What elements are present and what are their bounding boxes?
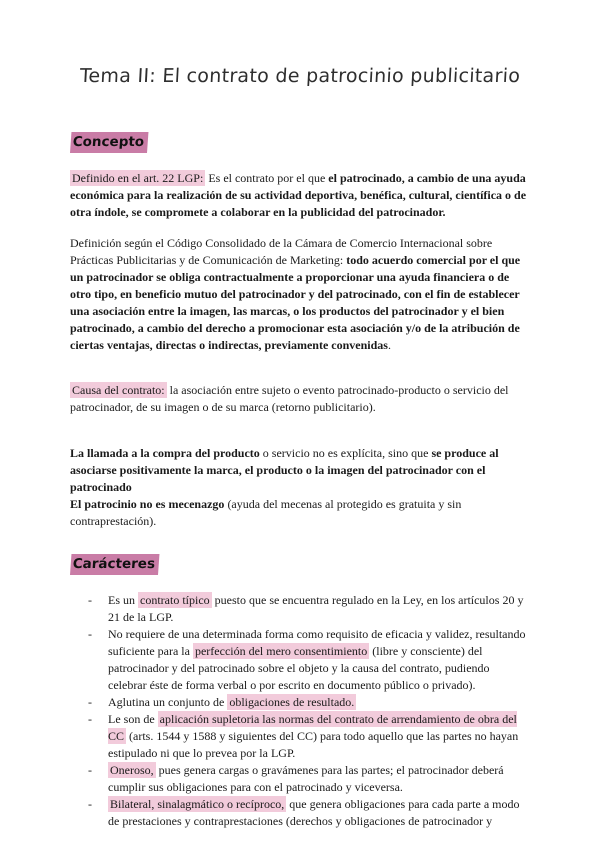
bullet-text: Es un contrato típico puesto que se encuentra regulado en la Ley, en los artículos 20 y 21 de la LGP. xyxy=(108,593,524,624)
bullet-forma-consentimiento xyxy=(70,626,530,694)
bullet-text: No requiere de una determinada forma como requisito de eficacia y validez, resultando suficiente para la perfección del mero consentimiento (libre y consciente) del patrocinador y del patrocinado sobre el objeto y la causa del contrato, pudiendo celebrar éste de forma verbal o por escrito en documento público o privado). xyxy=(108,627,526,692)
bullet-text: Bilateral, sinalagmático o recíproco, que genera obligaciones para cada parte a modo de prestaciones y contraprestaciones (derechos y obligaciones de patrocinador y xyxy=(108,797,520,828)
bullet-contrato-tipico xyxy=(70,592,530,626)
bullet-aplicacion-supletoria xyxy=(70,711,530,762)
bullet-dash: - xyxy=(88,627,92,641)
bullet-oneroso xyxy=(70,762,530,796)
bullet-text: Le son de aplicación supletoria las normas del contrato de arrendamiento de obra del CC (arts. 1544 y 1588 y siguientes del CC) para todo aquello que las partes no hayan estipulado ni que lo prevea por la LGP. xyxy=(108,712,519,760)
section-heading-concepto xyxy=(70,132,531,153)
page-title: Tema II: El contrato de patrocinio publicitario xyxy=(79,65,521,87)
caracteres-heading-highlight: Carácteres xyxy=(70,554,160,575)
bullet-dash: - xyxy=(88,797,92,811)
bullet-obligaciones-resultado xyxy=(70,694,530,711)
spacer xyxy=(70,430,530,445)
bullet-dash: - xyxy=(88,763,92,777)
caracteres-bullet-list xyxy=(70,592,530,830)
bullet-dash: - xyxy=(88,695,92,709)
spacer xyxy=(70,530,530,554)
concepto-heading-highlight: Concepto xyxy=(70,132,149,153)
paragraph-no-mecenazgo: El patrocinio no es mecenazgo (ayuda del mecenas al protegido es gratuita y sin contraprestación). xyxy=(70,497,462,528)
paragraph-definicion-lgp: Definido en el art. 22 LGP: Es el contrato por el que el patrocinado, a cambio de una ayuda económica para la realización de su actividad deportiva, benéfica, cultural, científica o de otra índole, se compromete a colaborar en la publicidad del patrocinador. xyxy=(70,171,527,219)
bullet-dash: - xyxy=(88,593,92,607)
paragraph-definicion-cci: Definición según el Código Consolidado de la Cámara de Comercio Internacional sobre Prácticas Publicitarias y de Comunicación de Marketing: todo acuerdo comercial por el que un patrocinador se obliga contractualmente a proporcionar una ayuda financiera o de otro tipo, en beneficio mutuo del patrocinador y del patrocinado, con el fin de establecer una asociación entre la imagen, las marcas, o los productos del patrocinador y el bien patrocinado, a cambio del derecho a promocionar esta asociación y/o de la atribución de ciertas ventajas, directas o indirectas, previamente convenidas. xyxy=(70,236,521,352)
bullet-text: Oneroso, pues genera cargas o gravámenes para las partes; el patrocinador deberá cumplir sus obligaciones para con el patrocinado y viceversa. xyxy=(108,763,504,794)
bullet-dash: - xyxy=(88,712,92,726)
bullet-bilateral xyxy=(70,796,530,830)
paragraph-causa-contrato: Causa del contrato: la asociación entre sujeto o evento patrocinado-producto o servicio del patrocinador, de su imagen o de su marca (retorno publicitario). xyxy=(70,383,509,414)
paragraph-llamada-compra: La llamada a la compra del producto o servicio no es explícita, sino que se produce al asociarse positivamente la marca, el producto o la imagen del patrocinador con el patrocinado xyxy=(70,446,499,494)
section-heading-caracteres xyxy=(70,554,531,575)
bullet-text: Aglutina un conjunto de obligaciones de resultado. xyxy=(108,695,355,709)
spacer xyxy=(70,368,530,382)
